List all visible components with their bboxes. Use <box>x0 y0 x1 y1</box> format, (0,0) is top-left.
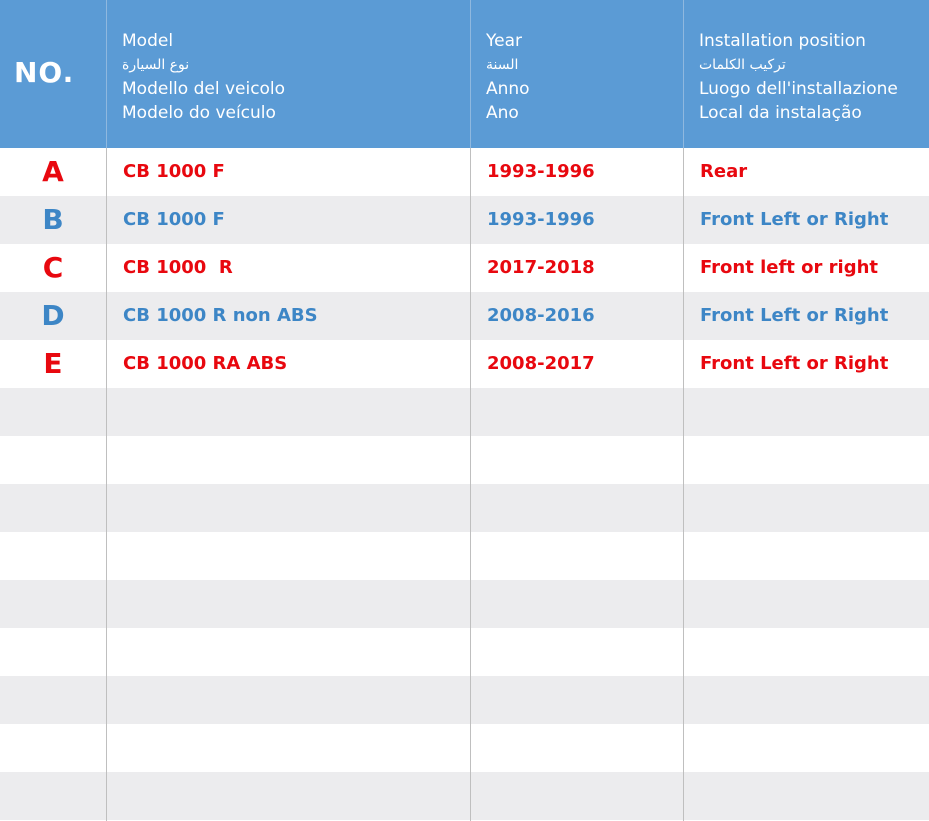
table-header <box>0 0 929 148</box>
empty-row <box>0 772 929 820</box>
empty-row <box>0 532 929 580</box>
header-divider <box>470 0 471 148</box>
header-model-it: Modello del veicolo <box>122 79 286 99</box>
position-cell: Rear <box>700 161 748 182</box>
header-position <box>683 0 929 148</box>
empty-row <box>0 388 929 436</box>
year-cell: 2008-2016 <box>487 305 595 326</box>
model-cell: CB 1000 RA ABS <box>123 353 288 374</box>
row-letter: A <box>42 155 64 188</box>
header-model-ar: نوع السيارة <box>122 57 190 73</box>
year-cell: 2008-2017 <box>487 353 595 374</box>
model-cell: CB 1000 R <box>123 257 233 278</box>
position-cell: Front left or right <box>700 257 879 278</box>
header-year-pt: Ano <box>486 103 519 123</box>
model-cell: CB 1000 R non ABS <box>123 305 318 326</box>
header-position-ar: تركيب الكلمات <box>699 57 786 73</box>
model-cell: CB 1000 F <box>123 209 225 230</box>
position-cell: Front Left or Right <box>700 305 889 326</box>
row-letter: B <box>42 203 64 236</box>
header-position-en: Installation position <box>699 31 866 51</box>
row-letter: E <box>43 347 63 380</box>
table-row <box>0 340 929 388</box>
row-letter: C <box>42 251 64 284</box>
year-cell: 2017-2018 <box>487 257 595 278</box>
header-divider <box>683 0 684 148</box>
row-letter: D <box>41 299 65 332</box>
position-cell: Front Left or Right <box>700 209 889 230</box>
header-year <box>470 0 683 148</box>
header-year-ar: السنة <box>486 57 519 73</box>
table-row <box>0 196 929 244</box>
header-divider <box>106 0 107 148</box>
header-model-pt: Modelo do veículo <box>122 103 276 123</box>
empty-row <box>0 628 929 676</box>
header-model-en: Model <box>122 31 174 51</box>
header-position-pt: Local da instalação <box>699 103 862 123</box>
empty-row <box>0 676 929 724</box>
header-model <box>106 0 470 148</box>
table-row <box>0 148 929 196</box>
table-row <box>0 244 929 292</box>
header-year-en: Year <box>486 31 522 51</box>
year-cell: 1993-1996 <box>487 161 595 182</box>
empty-row <box>0 580 929 628</box>
empty-row <box>0 724 929 772</box>
header-position-it: Luogo dell'installazione <box>699 79 898 99</box>
header-no: NO. <box>14 56 75 89</box>
header-year-it: Anno <box>486 79 530 99</box>
model-cell: CB 1000 F <box>123 161 225 182</box>
year-cell: 1993-1996 <box>487 209 595 230</box>
position-cell: Front Left or Right <box>700 353 889 374</box>
table-row <box>0 292 929 340</box>
empty-row <box>0 436 929 484</box>
empty-row <box>0 484 929 532</box>
